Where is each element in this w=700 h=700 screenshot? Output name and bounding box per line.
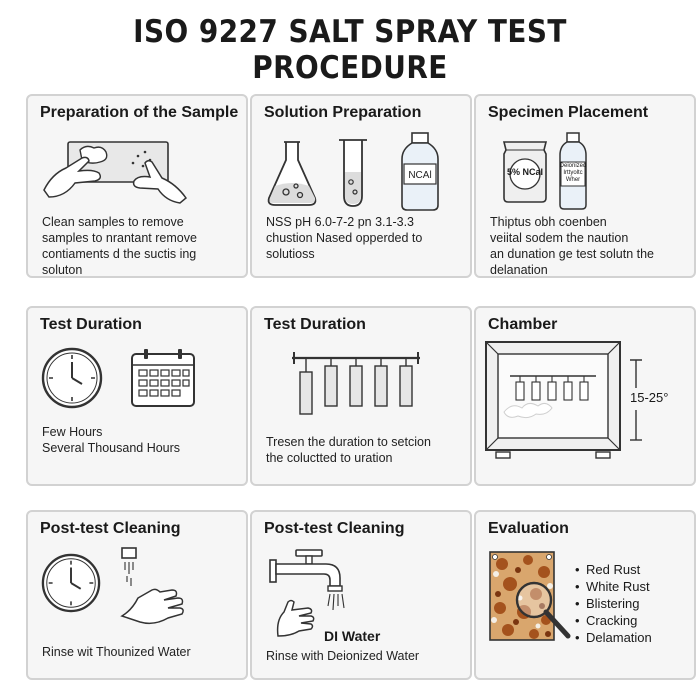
clock-icon bbox=[40, 552, 102, 614]
card-post-test-cleaning-2 bbox=[250, 510, 472, 680]
bottle-label-line: Irttyoltc bbox=[563, 170, 583, 176]
card-title: Test Duration bbox=[40, 316, 142, 333]
page-title: ISO 9227 SALT SPRAY TEST PROCEDURE bbox=[133, 14, 567, 86]
specimen-rack-icon bbox=[290, 348, 422, 418]
card-preparation-of-sample bbox=[26, 94, 248, 278]
clock-icon bbox=[40, 346, 104, 410]
evaluation-item: • White Rust bbox=[586, 579, 650, 594]
card-specimen-placement bbox=[474, 94, 696, 278]
card-description bbox=[42, 424, 180, 456]
text-line: NSS pH 6.0-7-2 pn 3.1-3.3 bbox=[266, 215, 414, 229]
text-line: Several Thousand Hours bbox=[42, 441, 181, 455]
text-line: solutioss bbox=[266, 247, 315, 261]
text-line: samples to nrantant remove bbox=[42, 231, 197, 245]
text-line: an dunation ge test solutn the bbox=[490, 247, 655, 261]
card-chamber bbox=[474, 306, 696, 486]
calendar-icon bbox=[130, 348, 196, 408]
card-description bbox=[42, 644, 191, 660]
text-line: contiaments d the suctis ing bbox=[42, 247, 197, 261]
flask-icon bbox=[266, 140, 318, 208]
corroded-panel-magnifier-icon bbox=[488, 550, 580, 648]
text-line: chustion Nased opperded to bbox=[266, 231, 423, 245]
card-evaluation bbox=[474, 510, 696, 680]
bottle-label bbox=[558, 163, 588, 184]
evaluation-item: • Delamation bbox=[586, 630, 652, 645]
card-post-test-cleaning-1 bbox=[26, 510, 248, 680]
text-line: the coluctted to uration bbox=[266, 451, 393, 465]
di-water-label: DI Water bbox=[324, 628, 381, 644]
text-line: Thiptus obh coenben bbox=[490, 215, 607, 229]
card-solution-preparation bbox=[250, 94, 472, 278]
card-title: Evaluation bbox=[488, 520, 569, 537]
hands-cleaning-sample-icon bbox=[40, 136, 190, 211]
card-title: Test Duration bbox=[264, 316, 366, 333]
card-title: Solution Preparation bbox=[264, 104, 422, 121]
card-title: Chamber bbox=[488, 316, 558, 333]
deionized-water-bottle-icon bbox=[558, 132, 588, 210]
card-description bbox=[42, 214, 197, 278]
card-description bbox=[266, 434, 431, 466]
evaluation-item: • Cracking bbox=[586, 613, 637, 628]
temperature-label: 15-25° bbox=[630, 390, 669, 405]
card-description bbox=[266, 648, 419, 664]
salt-bag-icon bbox=[500, 138, 550, 204]
text-line: Rinse wit Thounized Water bbox=[42, 645, 191, 659]
card-description bbox=[490, 214, 654, 278]
salt-solution-bottle-icon bbox=[400, 132, 440, 212]
bag-label: 5% NCaI bbox=[506, 167, 543, 177]
bottle-label-line: Wher bbox=[565, 177, 581, 183]
text-line: Few Hours bbox=[42, 425, 103, 439]
text-line: soluton bbox=[42, 263, 83, 277]
water-spray-hand-icon bbox=[118, 546, 194, 638]
text-line: Rinse with Deionized Water bbox=[266, 649, 420, 663]
test-tube-icon bbox=[336, 138, 370, 210]
card-test-duration-rack bbox=[250, 306, 472, 486]
faucet-icon bbox=[268, 548, 358, 638]
text-line: Clean samples to remove bbox=[42, 215, 184, 229]
salt-spray-chamber-icon bbox=[484, 340, 624, 466]
bottle-label: NCAl bbox=[408, 170, 432, 181]
card-title: Post-test Cleaning bbox=[40, 520, 181, 537]
text-line: Tresen the duration to setcion bbox=[266, 435, 431, 449]
card-title: Preparation of the Sample bbox=[40, 104, 239, 121]
text-line: veiital sodem the naution bbox=[490, 231, 629, 245]
text-line: delanation bbox=[490, 263, 548, 277]
card-test-duration-time bbox=[26, 306, 248, 486]
card-title: Specimen Placement bbox=[488, 104, 649, 121]
evaluation-item: • Blistering bbox=[586, 596, 639, 611]
card-title: Post-test Cleaning bbox=[264, 520, 405, 537]
card-description bbox=[266, 214, 422, 262]
bottle-label-line: Deionized bbox=[559, 163, 587, 169]
evaluation-item: • Red Rust bbox=[586, 562, 640, 577]
